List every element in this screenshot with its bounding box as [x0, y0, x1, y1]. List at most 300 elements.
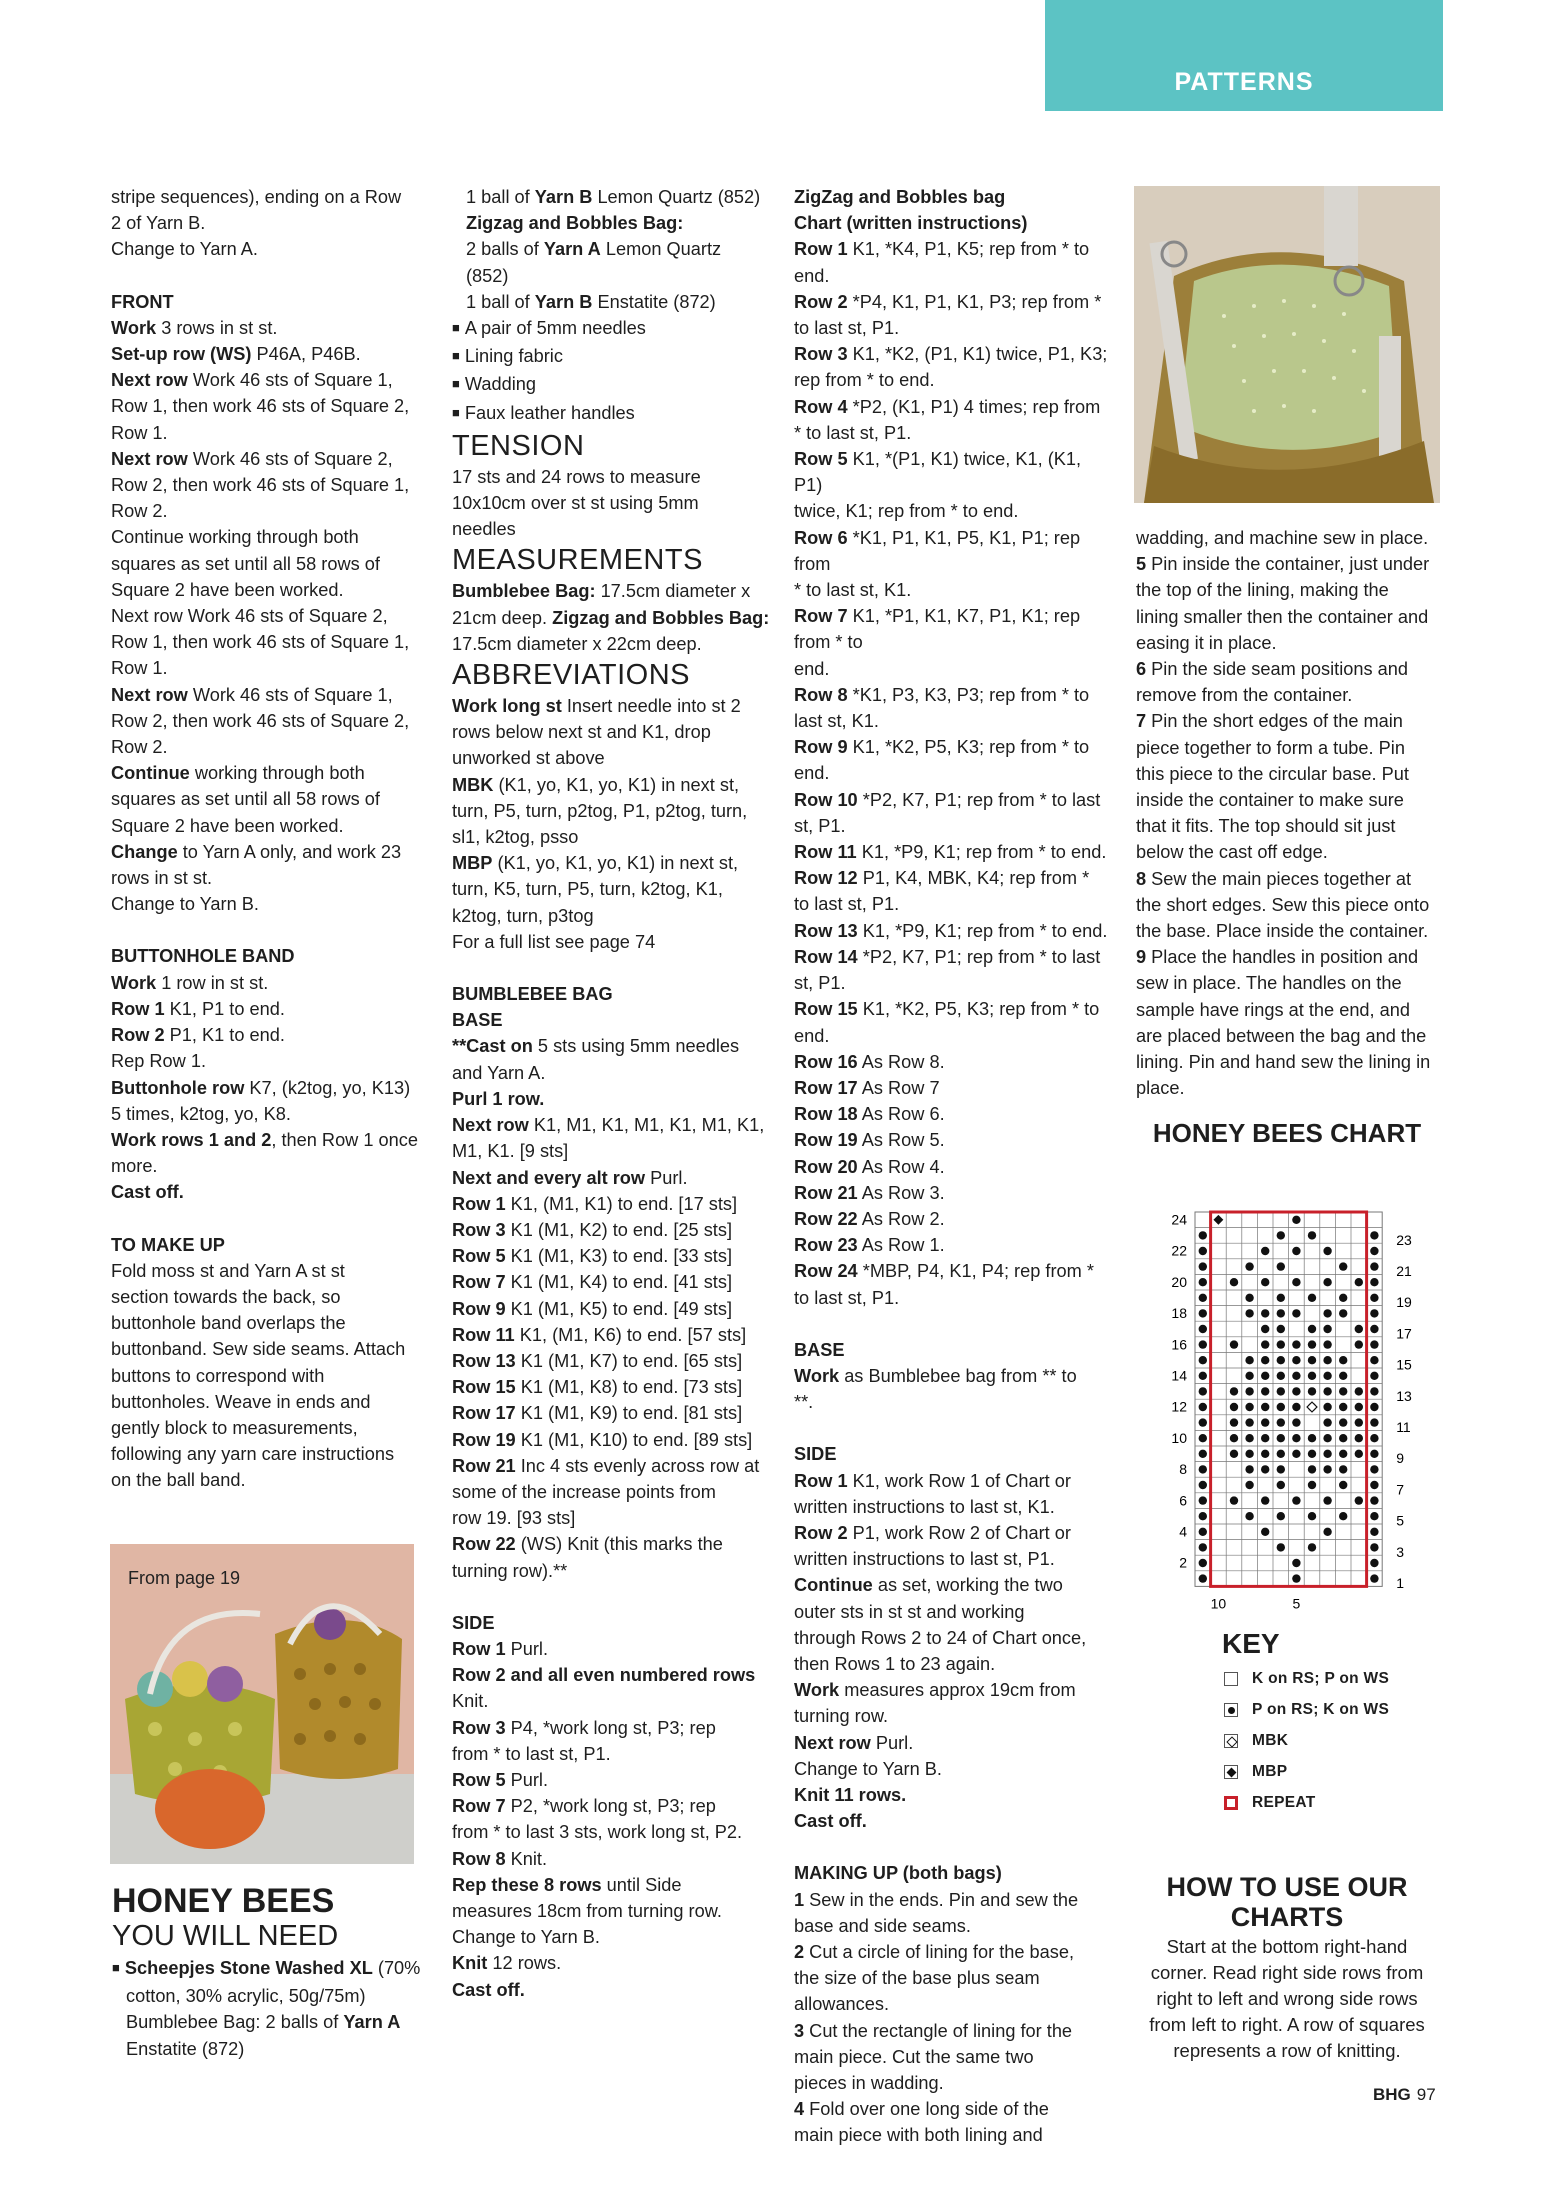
purl-dot: [1370, 1559, 1378, 1567]
line-text: 10x10cm over st st using 5mm: [452, 493, 699, 514]
purl-dot: [1199, 1387, 1207, 1395]
purl-dot: [1339, 1450, 1347, 1458]
row-label-left: 8: [1179, 1461, 1187, 1478]
purl-dot: [1292, 1309, 1300, 1317]
text-line: [452, 798, 772, 824]
text-line: [452, 1453, 772, 1479]
row-label-left: 24: [1171, 1211, 1187, 1228]
column-4: [1136, 525, 1446, 1101]
row-label-left: 18: [1171, 1305, 1187, 1322]
line-text: the top of the lining, making the: [1136, 580, 1389, 601]
purl-dot: [1292, 1372, 1300, 1380]
text-line: [794, 1258, 1114, 1284]
magazine-name: BHG: [1373, 2085, 1411, 2104]
text-line: [1136, 1023, 1446, 1049]
row-label-left: 4: [1179, 1523, 1187, 1540]
text-line: [794, 184, 1114, 210]
purl-dot: [1261, 1528, 1269, 1536]
text-line: [794, 1127, 1114, 1153]
purl-dot: [1323, 1356, 1331, 1364]
text-line: [111, 1363, 431, 1389]
line-text: Knit.: [452, 1691, 489, 1712]
row-label-left: 6: [1179, 1492, 1187, 1509]
text-line: [452, 516, 772, 542]
purl-dot: [1370, 1403, 1378, 1411]
how-to-line: Start at the bottom right-hand: [1166, 1936, 1408, 1957]
purl-dot: [1245, 1434, 1253, 1442]
text-line: [452, 1715, 772, 1741]
line-text: written instructions to last st, P1.: [794, 1549, 1055, 1570]
text-line: [111, 1127, 431, 1153]
bold-label: Work long st: [452, 696, 562, 717]
purl-dot: [1261, 1309, 1269, 1317]
text-line: [794, 2122, 1114, 2148]
col-label: 5: [1292, 1595, 1301, 1612]
purl-dot: [1323, 1465, 1331, 1473]
key-item-empty: [1224, 1670, 1389, 1688]
purl-dot: [1261, 1325, 1269, 1333]
line-text: Square 2 have been worked.: [111, 815, 344, 836]
bold-label: Row 1: [452, 1193, 506, 1214]
purl-dot: [1292, 1559, 1300, 1567]
purl-dot: [1292, 1387, 1300, 1395]
purl-dot: [1370, 1528, 1378, 1536]
bold-label: Row 5: [794, 449, 848, 470]
text-line: [1136, 918, 1446, 944]
purl-dot: [1370, 1309, 1378, 1317]
text-line: [794, 1441, 1114, 1467]
line-text: P46A, P46B.: [251, 344, 361, 365]
purl-dot: [1339, 1403, 1347, 1411]
purl-dot: [1245, 1309, 1253, 1317]
purl-dot: [1339, 1356, 1347, 1364]
key-item-mbp: [1224, 1763, 1287, 1781]
purl-dot: [1199, 1418, 1207, 1426]
bold-label: Row 14: [794, 946, 858, 967]
purl-dot: [1370, 1278, 1378, 1286]
text-line: [794, 2018, 1114, 2044]
line-text: Change to Yarn B.: [452, 1927, 600, 1948]
column-3: [794, 184, 1114, 2149]
bold-label: TO MAKE UP: [111, 1234, 225, 1255]
purl-dot: [1199, 1450, 1207, 1458]
line-text: As Row 7: [857, 1077, 940, 1098]
purl-dot: [1323, 1418, 1331, 1426]
bold-label: Row 13: [452, 1350, 516, 1371]
text-line: [794, 865, 1114, 891]
row-label-right: 9: [1396, 1450, 1404, 1467]
text-line: [452, 1767, 772, 1793]
spacer: [111, 263, 431, 289]
mbp-symbol-icon: [1224, 1765, 1238, 1779]
bold-label: Continue: [111, 763, 190, 784]
purl-dot: [1370, 1496, 1378, 1504]
line-text: last st, K1.: [794, 711, 879, 732]
bold-label: Knit: [452, 1953, 488, 1974]
text-line: [452, 824, 772, 850]
line-text: K1, P1 to end.: [164, 998, 285, 1019]
bold-label: SIDE: [452, 1612, 495, 1633]
line-text: following any yarn care instructions: [111, 1444, 395, 1465]
text-line: [1136, 1049, 1446, 1075]
purl-dot: [1370, 1325, 1378, 1333]
text-line: [1136, 892, 1446, 918]
line-text: sample have rings at the end, and: [1136, 999, 1411, 1020]
mbk-symbol-icon: [1224, 1734, 1238, 1748]
purl-dot: [1199, 1574, 1207, 1582]
purl-dot: [1199, 1294, 1207, 1302]
line-text: Pin inside the container, just under: [1146, 554, 1430, 575]
line-text: piece together to form a tube. Pin: [1136, 737, 1405, 758]
line-text: 17.5cm diameter x: [595, 581, 751, 602]
purl-dot: [1370, 1231, 1378, 1239]
line-text: 21cm deep.: [452, 607, 553, 628]
text-line: [452, 1505, 772, 1531]
column-2: [452, 184, 772, 2003]
line-text: end.: [794, 1025, 830, 1046]
bold-label: Work: [794, 1680, 840, 1701]
bold-label: Purl 1 row.: [452, 1088, 545, 1109]
line-text: 1 ball of: [466, 291, 535, 312]
text-line: [452, 343, 772, 371]
purl-dot: [1308, 1543, 1316, 1551]
text-line: [794, 1808, 1114, 1834]
text-line: [794, 1703, 1114, 1729]
bold-label: Bumblebee Bag:: [452, 581, 596, 602]
purl-dot: [1277, 1294, 1285, 1302]
text-line: [111, 1389, 431, 1415]
purl-dot: [1323, 1247, 1331, 1255]
purl-dot: [1199, 1496, 1207, 1504]
purl-dot: [1230, 1418, 1238, 1426]
purl-dot: [1370, 1434, 1378, 1442]
purl-dot: [1199, 1434, 1207, 1442]
line-text: P4, *work long st, P3; rep: [505, 1717, 716, 1738]
text-line: [1136, 1075, 1446, 1101]
row-label-left: 22: [1171, 1242, 1187, 1259]
bold-label: Row 2 and all even numbered rows: [452, 1665, 756, 1686]
purl-dot: [1323, 1496, 1331, 1504]
text-line: [452, 1060, 772, 1086]
line-text: measures approx 19cm from: [839, 1680, 1076, 1701]
line-text: Pin the short edges of the main: [1146, 711, 1403, 732]
purl-dot: [1199, 1356, 1207, 1364]
line-text: Square 2 have been worked.: [111, 579, 344, 600]
text-line: [452, 315, 772, 343]
line-text: (70%: [372, 1958, 421, 1978]
text-line: [452, 263, 772, 289]
purl-dot: [1370, 1356, 1378, 1364]
line-text: K7, (k2tog, yo, K13): [244, 1077, 411, 1098]
bold-label: Knit 11 rows.: [794, 1784, 907, 1805]
text-line: [111, 184, 431, 210]
bold-label: Row 17: [452, 1403, 516, 1424]
row-label-left: 10: [1171, 1429, 1187, 1446]
bold-label: Row 17: [794, 1077, 858, 1098]
text-line: [111, 367, 431, 393]
text-line: [111, 760, 431, 786]
line-text: Cut the rectangle of lining for the: [804, 2020, 1073, 2041]
bold-label: BASE: [452, 1010, 503, 1031]
dot-symbol-icon: [1224, 1703, 1238, 1717]
text-line: [794, 420, 1114, 446]
line-text: P1, K4, MBK, K4; rep from *: [857, 868, 1090, 889]
line-text: (K1, yo, K1, yo, K1) in next st,: [492, 853, 739, 874]
line-text: from * to last st, P1.: [452, 1743, 611, 1764]
line-text: main piece with both lining and: [794, 2125, 1043, 2146]
bold-label: Yarn B: [534, 291, 593, 312]
bold-label: Next row: [794, 1732, 871, 1753]
photo-caption: From page 19: [128, 1568, 241, 1588]
bold-label: **Cast on: [452, 1036, 533, 1057]
line-text: that it fits. The top should sit just: [1136, 816, 1396, 837]
purl-dot: [1292, 1356, 1300, 1364]
line-text: Insert needle into st 2: [561, 696, 741, 717]
text-line: [452, 1610, 772, 1636]
text-line: [111, 629, 431, 655]
line-text: written instructions to last st, K1.: [794, 1496, 1055, 1517]
purl-dot: [1308, 1356, 1316, 1364]
text-line: [452, 1112, 772, 1138]
purl-dot: [1292, 1418, 1300, 1426]
line-text: and Yarn A.: [452, 1062, 546, 1083]
text-line: [794, 1494, 1114, 1520]
text-line: [794, 813, 1114, 839]
text-line: [452, 1558, 772, 1584]
purl-dot: [1199, 1528, 1207, 1536]
bold-label: Row 19: [794, 1130, 858, 1151]
purl-dot: [1370, 1512, 1378, 1520]
line-text: end.: [794, 763, 830, 784]
purl-dot: [1199, 1262, 1207, 1270]
text-line: [452, 1322, 772, 1348]
text-line: [794, 1887, 1114, 1913]
line-text: *P4, K1, P1, K1, P3; rep from *: [847, 291, 1102, 312]
text-line: [111, 236, 431, 262]
bold-label: Row 20: [794, 1156, 858, 1177]
key-label: K on RS; P on WS: [1252, 1670, 1390, 1687]
line-text: lining. Pin and hand sew the lining in: [1136, 1052, 1431, 1073]
key-label: P on RS; K on WS: [1252, 1701, 1390, 1718]
row-label-right: 19: [1396, 1294, 1412, 1311]
text-line: [794, 970, 1114, 996]
text-line: [794, 263, 1114, 289]
key-label: MBP: [1252, 1763, 1288, 1780]
purl-dot: [1355, 1387, 1363, 1395]
purl-dot: [1308, 1450, 1316, 1458]
text-line: [452, 578, 772, 604]
text-line: [794, 1363, 1114, 1389]
purl-dot: [1277, 1309, 1285, 1317]
text-line: [452, 1007, 772, 1033]
page-folio: [1373, 2085, 1436, 2105]
purl-dot: [1355, 1325, 1363, 1333]
line-text: As Row 8.: [857, 1051, 945, 1072]
purl-dot: [1261, 1418, 1269, 1426]
line-text: , then Row 1 once: [271, 1129, 418, 1150]
line-text: (WS) Knit (this marks the: [515, 1534, 723, 1555]
bold-label: Row 7: [452, 1272, 506, 1293]
text-line: [794, 1913, 1114, 1939]
text-line: [794, 289, 1114, 315]
purl-dot: [1245, 1372, 1253, 1380]
bold-label: Row 1: [794, 239, 848, 260]
text-line: [452, 1086, 772, 1112]
bold-label: Buttonhole row: [111, 1077, 245, 1098]
line-text: Rep Row 1.: [111, 1051, 207, 1072]
purl-dot: [1261, 1496, 1269, 1504]
purl-dot: [1339, 1465, 1347, 1473]
purl-dot: [1199, 1403, 1207, 1411]
purl-dot: [1323, 1387, 1331, 1395]
line-text: As Row 5.: [857, 1130, 945, 1151]
bold-label: Row 1: [452, 1638, 506, 1659]
purl-dot: [1308, 1372, 1316, 1380]
line-text: row 19. [93 sts]: [452, 1508, 576, 1529]
key-label: REPEAT: [1252, 1794, 1316, 1811]
text-line: [452, 903, 772, 929]
row-label-right: 15: [1396, 1356, 1412, 1373]
line-text: to Yarn A only, and work 23: [177, 841, 402, 862]
purl-dot: [1323, 1450, 1331, 1458]
purl-dot: [1308, 1325, 1316, 1333]
text-line: [794, 2096, 1114, 2122]
line-text: Continue working through both: [111, 527, 359, 548]
text-line: [794, 1782, 1114, 1808]
bold-label: Row 21: [452, 1455, 516, 1476]
bold-label: Next row: [111, 370, 188, 391]
purl-dot: [1245, 1418, 1253, 1426]
purl-dot: [1245, 1465, 1253, 1473]
line-text: Lemon Quartz (852): [592, 187, 761, 207]
purl-dot: [1355, 1434, 1363, 1442]
purl-dot: [1308, 1465, 1316, 1473]
text-line: [452, 1400, 772, 1426]
purl-dot: [1199, 1481, 1207, 1489]
line-text: (852): [466, 265, 509, 286]
text-line: [111, 446, 431, 472]
line-text: rep from * to end.: [794, 370, 935, 391]
text-line: [111, 839, 431, 865]
line-text: *P2, K7, P1; rep from * to last: [857, 946, 1101, 967]
text-line: [452, 1898, 772, 1924]
text-line: [452, 1243, 772, 1269]
bold-label: Next row: [111, 448, 188, 469]
purl-dot: [1339, 1294, 1347, 1302]
text-line: [452, 1793, 772, 1819]
text-line: [452, 1479, 772, 1505]
purl-dot: [1245, 1512, 1253, 1520]
line-text: Sew in the ends. Pin and sew the: [804, 1889, 1079, 1910]
text-line: [452, 1662, 772, 1688]
text-line: [1136, 577, 1446, 603]
line-text: K1 (M1, K7) to end. [65 sts]: [515, 1350, 743, 1371]
purl-dot: [1292, 1216, 1300, 1224]
bold-label: 5: [1136, 554, 1147, 575]
bold-label: 9: [1136, 947, 1147, 968]
bold-label: Cast off.: [452, 1979, 525, 2000]
repeat-symbol-icon: [1224, 1796, 1238, 1810]
text-line: [452, 772, 772, 798]
text-line: [452, 400, 772, 428]
how-to-line: from left to right. A row of squares: [1149, 2014, 1425, 2035]
text-line: [452, 1033, 772, 1059]
text-line: [452, 1374, 772, 1400]
purl-dot: [1277, 1418, 1285, 1426]
text-line: [794, 1677, 1114, 1703]
text-line: [794, 1023, 1114, 1049]
chart-title: HONEY BEES CHART: [1152, 1118, 1422, 1148]
row-label-right: 23: [1396, 1231, 1412, 1248]
text-line: [1136, 839, 1446, 865]
purl-dot: [1323, 1340, 1331, 1348]
line-text: *P2, (K1, P1) 4 times; rep from: [847, 396, 1101, 417]
line-text: rows below next st and K1, drop: [452, 722, 711, 743]
line-text: section towards the back, so: [111, 1286, 341, 1307]
text-line: [452, 236, 772, 262]
text-line: [794, 918, 1114, 944]
bold-label: Row 16: [794, 1051, 858, 1072]
purl-dot: [1370, 1247, 1378, 1255]
line-text: are placed between the bag and the: [1136, 1025, 1427, 1046]
line-text: K1 (M1, K9) to end. [81 sts]: [515, 1403, 743, 1424]
line-text: Work 46 sts of Square 2,: [187, 448, 393, 469]
text-line: [111, 1258, 431, 1284]
text-line: [452, 464, 772, 490]
line-text: *MBP, P4, K1, P4; rep from *: [857, 1261, 1094, 1282]
purl-dot: [1261, 1247, 1269, 1255]
text-line: [1136, 525, 1446, 551]
text-line: [794, 577, 1114, 603]
line-text: K1, *(P1, K1) twice, K1, (K1, P1): [794, 449, 1082, 496]
line-text: P1, work Row 2 of Chart or: [847, 1522, 1071, 1543]
how-to-title: [1134, 1872, 1440, 1932]
text-line: [794, 394, 1114, 420]
text-line: [111, 996, 431, 1022]
text-line: [794, 367, 1114, 393]
text-line: [111, 341, 431, 367]
line-text: Row 2, then work 46 sts of Square 2,: [111, 710, 410, 731]
text-line: [452, 1138, 772, 1164]
line-text: Purl.: [645, 1167, 688, 1188]
purl-dot: [1277, 1481, 1285, 1489]
text-line: [794, 1860, 1114, 1886]
bold-label: Row 9: [452, 1298, 506, 1319]
purl-dot: [1245, 1356, 1253, 1364]
purl-dot: [1230, 1450, 1238, 1458]
empty-symbol-icon: [1224, 1672, 1238, 1686]
bold-label: Scheepjes Stone Washed XL: [124, 1958, 373, 1978]
text-line: [452, 1977, 772, 2003]
line-text: then Rows 1 to 23 again.: [794, 1653, 996, 1674]
purl-dot: [1355, 1278, 1363, 1286]
line-text: below the cast off edge.: [1136, 842, 1328, 863]
text-line: [794, 1154, 1114, 1180]
honey-bees-materials: [112, 1955, 432, 2062]
bold-label: 3: [794, 2020, 805, 2041]
text-line: [111, 603, 431, 629]
how-to-title-line2: CHARTS: [1230, 1902, 1344, 1932]
purl-dot: [1199, 1309, 1207, 1317]
line-text: buttons to correspond with: [111, 1365, 325, 1386]
purl-dot: [1292, 1450, 1300, 1458]
text-line: [794, 682, 1114, 708]
text-line: [452, 1165, 772, 1191]
purl-dot: [1277, 1231, 1285, 1239]
purl-dot: [1245, 1262, 1253, 1270]
text-line: [452, 1688, 772, 1714]
bold-label: Yarn A: [343, 2012, 401, 2033]
